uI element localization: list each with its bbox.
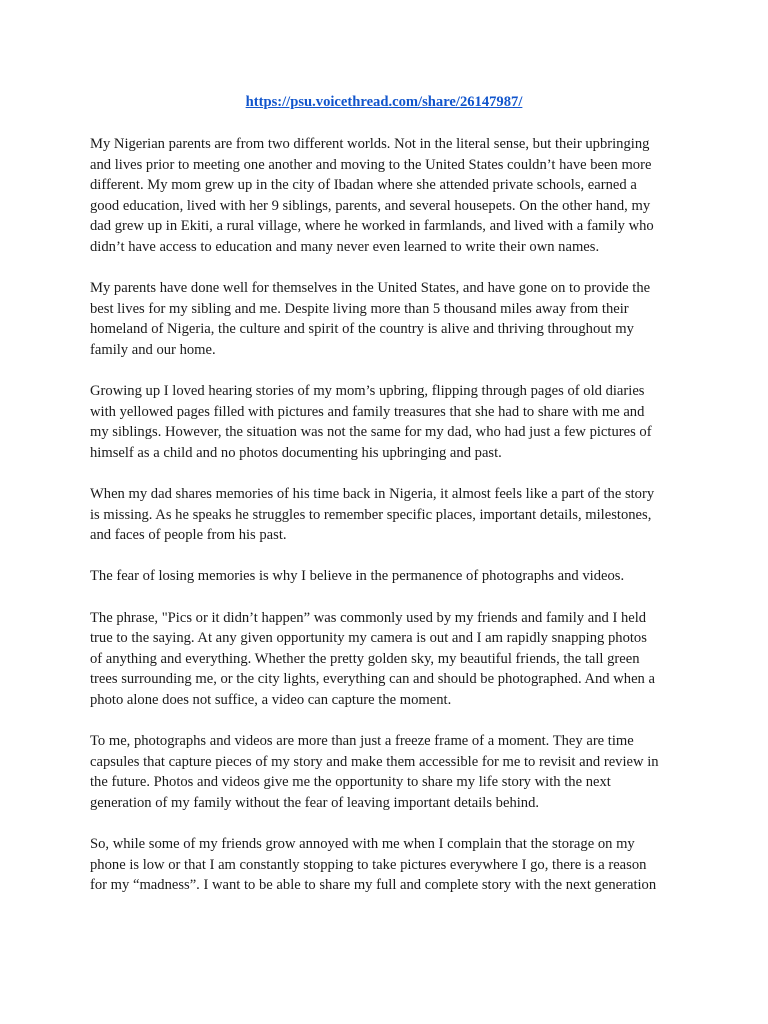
paragraph-line: is missing. As he speaks he struggles to remember specific places, important details, milestones, — [90, 506, 652, 523]
paragraph-line: phone is low or that I am constantly stopping to take pictures everywhere I go, there is a reason — [90, 856, 647, 873]
paragraph — [90, 608, 678, 711]
paragraph-line: The fear of losing memories is why I believe in the permanence of photographs and videos. — [90, 568, 625, 585]
paragraph-line: When my dad shares memories of his time back in Nigeria, it almost feels like a part of the story — [90, 486, 655, 503]
paragraph-line: trees surrounding me, or the city lights, everything can and should be photographed. And when a — [90, 671, 655, 688]
paragraph — [90, 134, 678, 258]
paragraph-line: himself as a child and no photos documenting his upbringing and past. — [90, 444, 502, 461]
paragraph — [90, 731, 678, 813]
paragraph-line: Growing up I loved hearing stories of my mom’s upbring, flipping through pages of old diaries — [90, 383, 645, 400]
paragraph-line: So, while some of my friends grow annoyed with me when I complain that the storage on my — [90, 836, 635, 853]
paragraph-line: The phrase, "Pics or it didn’t happen” was commonly used by my friends and family and I held — [90, 609, 647, 626]
paragraph-line: true to the saying. At any given opportunity my camera is out and I am rapidly snapping photos — [90, 630, 647, 647]
paragraph-line: best lives for my sibling and me. Despite living more than 5 thousand miles away from their — [90, 300, 629, 317]
paragraph — [90, 484, 678, 546]
paragraph-line: and lives prior to meeting one another and moving to the United States couldn’t have been more — [90, 156, 652, 173]
voicethread-link[interactable]: https://psu.voicethread.com/share/26147987/ — [245, 94, 523, 110]
paragraph-line: dad grew up in Ekiti, a rural village, where he worked in farmlands, and lived with a family who — [90, 218, 654, 235]
paragraph-line: for my “madness”. I want to be able to share my full and complete story with the next generation — [90, 877, 657, 894]
paragraph-line: My Nigerian parents are from two different worlds. Not in the literal sense, but their upbringing — [90, 136, 650, 152]
paragraph-line: My parents have done well for themselves in the United States, and have gone on to provide the — [90, 280, 651, 297]
link-line — [90, 92, 678, 112]
paragraph — [90, 566, 678, 587]
paragraph-line: generation of my family without the fear of leaving important details behind. — [90, 795, 540, 811]
paragraph-line: To me, photographs and videos are more than just a freeze frame of a moment. They are time — [90, 733, 634, 750]
paragraph-line: good education, lived with her 9 siblings, parents, and several housepets. On the other hand, my — [90, 197, 651, 214]
paragraph-list — [90, 134, 678, 896]
paragraph-line: photo alone does not suffice, a video can capture the moment. — [90, 692, 452, 709]
paragraph-line: with yellowed pages filled with pictures and family treasures that she had to share with me and — [90, 403, 645, 420]
paragraph-line: the future. Photos and videos give me the opportunity to share my life story with the next — [90, 774, 611, 791]
paragraph-line: family and our home. — [90, 341, 216, 358]
paragraph — [90, 834, 678, 896]
paragraph-line: didn’t have access to education and many never even learned to write their own names. — [90, 238, 600, 255]
paragraph-line: of anything and everything. Whether the pretty golden sky, my beautiful friends, the tall green — [90, 650, 640, 667]
paragraph-line: different. My mom grew up in the city of Ibadan where she attended private schools, earned a — [90, 177, 637, 194]
paragraph — [90, 381, 678, 463]
paragraph-line: capsules that capture pieces of my story and make them accessible for me to revisit and review in — [90, 753, 659, 770]
paragraph-line: my siblings. However, the situation was not the same for my dad, who had just a few pictures of — [90, 424, 652, 441]
document-body — [90, 92, 678, 917]
paragraph-line: homeland of Nigeria, the culture and spirit of the country is alive and thriving throughout my — [90, 321, 634, 338]
paragraph-line: and faces of people from his past. — [90, 527, 287, 544]
paragraph — [90, 278, 678, 360]
